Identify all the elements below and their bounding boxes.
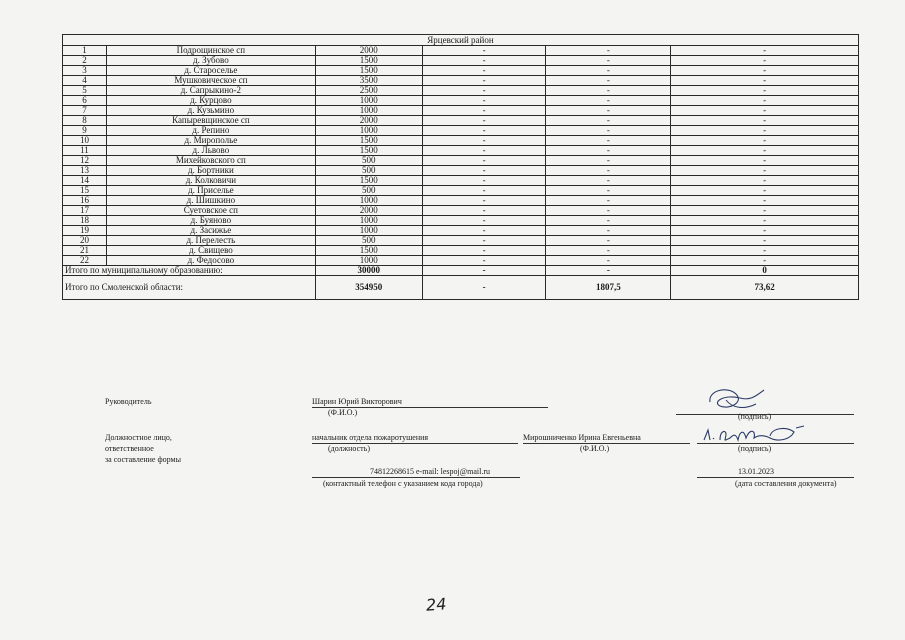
col-4-cell: - bbox=[422, 256, 546, 266]
col-5-cell: - bbox=[546, 236, 671, 246]
col-4-cell: - bbox=[422, 226, 546, 236]
settlement-name: д. Шишкино bbox=[106, 196, 315, 206]
total-col-6: 0 bbox=[671, 266, 859, 276]
settlement-name: д. Бортники bbox=[106, 166, 315, 176]
date-caption: (дата составления документа) bbox=[735, 479, 837, 488]
row-number: 19 bbox=[63, 226, 107, 236]
table-row bbox=[63, 196, 859, 206]
col-6-cell: - bbox=[671, 46, 859, 56]
settlement-name: д. Присельe bbox=[106, 186, 315, 196]
position-caption: (должность) bbox=[328, 444, 370, 453]
head-name: Шарин Юрий Викторович bbox=[312, 397, 402, 406]
row-number: 10 bbox=[63, 136, 107, 146]
row-number: 12 bbox=[63, 156, 107, 166]
value-cell: 1500 bbox=[315, 66, 422, 76]
col-4-cell: - bbox=[422, 166, 546, 176]
col-4-cell: - bbox=[422, 96, 546, 106]
value-cell: 500 bbox=[315, 186, 422, 196]
region-header-row bbox=[63, 35, 859, 46]
resp-label-2: ответственное bbox=[105, 444, 154, 453]
settlement-name: д. Курцово bbox=[106, 96, 315, 106]
settlement-name: д. Колковичи bbox=[106, 176, 315, 186]
resp-position: начальник отдела пожаротушения bbox=[312, 433, 429, 442]
value-cell: 1000 bbox=[315, 106, 422, 116]
settlement-name: д. Репино bbox=[106, 126, 315, 136]
total-col-4: - bbox=[422, 266, 546, 276]
row-number: 20 bbox=[63, 236, 107, 246]
col-6-cell: - bbox=[671, 226, 859, 236]
row-number: 7 bbox=[63, 106, 107, 116]
col-6-cell: - bbox=[671, 106, 859, 116]
value-cell: 2500 bbox=[315, 86, 422, 96]
row-number: 2 bbox=[63, 56, 107, 66]
col-6-cell: - bbox=[671, 66, 859, 76]
table-row bbox=[63, 216, 859, 226]
head-signature-caption: (подпись) bbox=[738, 412, 772, 421]
total-value: 354950 bbox=[315, 276, 422, 300]
date-line bbox=[697, 477, 854, 478]
table-row bbox=[63, 256, 859, 266]
col-6-cell: - bbox=[671, 216, 859, 226]
document-date: 13.01.2023 bbox=[738, 467, 774, 476]
col-5-cell: - bbox=[546, 206, 671, 216]
settlement-name: д. Засижье bbox=[106, 226, 315, 236]
col-5-cell: - bbox=[546, 156, 671, 166]
col-6-cell: - bbox=[671, 86, 859, 96]
value-cell: 1000 bbox=[315, 256, 422, 266]
table-row bbox=[63, 176, 859, 186]
total-col-6: 73,62 bbox=[671, 276, 859, 300]
col-6-cell: - bbox=[671, 196, 859, 206]
col-4-cell: - bbox=[422, 206, 546, 216]
settlement-name: д. Львово bbox=[106, 146, 315, 156]
col-5-cell: - bbox=[546, 126, 671, 136]
col-4-cell: - bbox=[422, 216, 546, 226]
table-row bbox=[63, 106, 859, 116]
col-4-cell: - bbox=[422, 176, 546, 186]
value-cell: 1000 bbox=[315, 226, 422, 236]
value-cell: 500 bbox=[315, 236, 422, 246]
row-number: 17 bbox=[63, 206, 107, 216]
col-6-cell: - bbox=[671, 256, 859, 266]
col-4-cell: - bbox=[422, 106, 546, 116]
col-5-cell: - bbox=[546, 116, 671, 126]
col-4-cell: - bbox=[422, 186, 546, 196]
row-number: 9 bbox=[63, 126, 107, 136]
table-row bbox=[63, 136, 859, 146]
col-5-cell: - bbox=[546, 256, 671, 266]
col-5-cell: - bbox=[546, 176, 671, 186]
settlement-name: д. Свищево bbox=[106, 246, 315, 256]
col-6-cell: - bbox=[671, 166, 859, 176]
table-row bbox=[63, 236, 859, 246]
table-row bbox=[63, 156, 859, 166]
head-fio-caption: (Ф.И.О.) bbox=[328, 408, 358, 417]
total-label: Итого по муниципальному образованию: bbox=[63, 266, 316, 276]
col-5-cell: - bbox=[546, 166, 671, 176]
row-number: 8 bbox=[63, 116, 107, 126]
table-row bbox=[63, 76, 859, 86]
settlement-name: д. Сапрыкино-2 bbox=[106, 86, 315, 96]
col-5-cell: - bbox=[546, 216, 671, 226]
value-cell: 1000 bbox=[315, 96, 422, 106]
settlement-name: д. Староселье bbox=[106, 66, 315, 76]
table-row bbox=[63, 96, 859, 106]
col-6-cell: - bbox=[671, 116, 859, 126]
value-cell: 1500 bbox=[315, 176, 422, 186]
head-label: Руководитель bbox=[105, 397, 152, 406]
value-cell: 2000 bbox=[315, 46, 422, 56]
resp-fio-caption: (Ф.И.О.) bbox=[580, 444, 610, 453]
table-row bbox=[63, 126, 859, 136]
col-4-cell: - bbox=[422, 76, 546, 86]
region-title: Ярцевский район bbox=[63, 35, 859, 46]
total-col-5: - bbox=[546, 266, 671, 276]
row-number: 22 bbox=[63, 256, 107, 266]
row-number: 15 bbox=[63, 186, 107, 196]
row-number: 21 bbox=[63, 246, 107, 256]
row-number: 3 bbox=[63, 66, 107, 76]
value-cell: 2000 bbox=[315, 206, 422, 216]
contacts-line bbox=[312, 477, 520, 478]
settlement-name: д. Кузьмино bbox=[106, 106, 315, 116]
total-municipal-row bbox=[63, 266, 859, 276]
value-cell: 3500 bbox=[315, 76, 422, 86]
col-4-cell: - bbox=[422, 146, 546, 156]
col-6-cell: - bbox=[671, 76, 859, 86]
col-5-cell: - bbox=[546, 226, 671, 236]
col-5-cell: - bbox=[546, 246, 671, 256]
settlement-name: Капыревщинское сп bbox=[106, 116, 315, 126]
total-label: Итого по Смоленской области: bbox=[63, 276, 316, 300]
col-6-cell: - bbox=[671, 176, 859, 186]
settlement-name: д. Зубово bbox=[106, 56, 315, 66]
row-number: 18 bbox=[63, 216, 107, 226]
col-5-cell: - bbox=[546, 196, 671, 206]
table-row bbox=[63, 86, 859, 96]
resp-label-1: Должностное лицо, bbox=[105, 433, 172, 442]
col-6-cell: - bbox=[671, 156, 859, 166]
value-cell: 500 bbox=[315, 166, 422, 176]
row-number: 11 bbox=[63, 146, 107, 156]
col-4-cell: - bbox=[422, 236, 546, 246]
total-col-4: - bbox=[422, 276, 546, 300]
table-row bbox=[63, 116, 859, 126]
settlement-name: д. Федосово bbox=[106, 256, 315, 266]
table-row bbox=[63, 186, 859, 196]
col-4-cell: - bbox=[422, 46, 546, 56]
resp-label-3: за составление формы bbox=[105, 455, 181, 464]
table-row bbox=[63, 246, 859, 256]
value-cell: 1500 bbox=[315, 246, 422, 256]
col-5-cell: - bbox=[546, 66, 671, 76]
col-5-cell: - bbox=[546, 136, 671, 146]
col-4-cell: - bbox=[422, 126, 546, 136]
resp-signature bbox=[700, 424, 810, 452]
settlement-name: Михейковского сп bbox=[106, 156, 315, 166]
col-4-cell: - bbox=[422, 56, 546, 66]
col-5-cell: - bbox=[546, 56, 671, 66]
value-cell: 1000 bbox=[315, 216, 422, 226]
value-cell: 1500 bbox=[315, 146, 422, 156]
col-4-cell: - bbox=[422, 136, 546, 146]
row-number: 16 bbox=[63, 196, 107, 206]
table-row bbox=[63, 46, 859, 56]
col-5-cell: - bbox=[546, 186, 671, 196]
col-6-cell: - bbox=[671, 186, 859, 196]
value-cell: 1500 bbox=[315, 56, 422, 66]
col-4-cell: - bbox=[422, 116, 546, 126]
page-number: 24 bbox=[425, 594, 447, 615]
col-5-cell: - bbox=[546, 106, 671, 116]
table-row bbox=[63, 226, 859, 236]
data-table bbox=[62, 34, 859, 300]
total-region-row bbox=[63, 276, 859, 300]
table-row bbox=[63, 56, 859, 66]
col-4-cell: - bbox=[422, 156, 546, 166]
total-col-5: 1807,5 bbox=[546, 276, 671, 300]
contacts: 74812268615 e-mail: lespoj@mail.ru bbox=[370, 467, 491, 476]
col-6-cell: - bbox=[671, 246, 859, 256]
total-value: 30000 bbox=[315, 266, 422, 276]
row-number: 6 bbox=[63, 96, 107, 106]
row-number: 4 bbox=[63, 76, 107, 86]
col-5-cell: - bbox=[546, 76, 671, 86]
head-signature bbox=[700, 384, 770, 414]
col-6-cell: - bbox=[671, 236, 859, 246]
settlement-name: Подрощинское сп bbox=[106, 46, 315, 56]
table-row bbox=[63, 206, 859, 216]
settlement-name: Суетовское сп bbox=[106, 206, 315, 216]
col-6-cell: - bbox=[671, 206, 859, 216]
value-cell: 1000 bbox=[315, 196, 422, 206]
row-number: 13 bbox=[63, 166, 107, 176]
settlement-name: д. Буяново bbox=[106, 216, 315, 226]
col-5-cell: - bbox=[546, 86, 671, 96]
value-cell: 1500 bbox=[315, 136, 422, 146]
col-4-cell: - bbox=[422, 86, 546, 96]
value-cell: 500 bbox=[315, 156, 422, 166]
col-6-cell: - bbox=[671, 96, 859, 106]
col-4-cell: - bbox=[422, 246, 546, 256]
col-6-cell: - bbox=[671, 146, 859, 156]
value-cell: 2000 bbox=[315, 116, 422, 126]
table-row bbox=[63, 146, 859, 156]
row-number: 1 bbox=[63, 46, 107, 56]
contacts-caption: (контактный телефон с указанием кода города) bbox=[323, 479, 483, 488]
col-4-cell: - bbox=[422, 66, 546, 76]
table-row bbox=[63, 66, 859, 76]
table-row bbox=[63, 166, 859, 176]
resp-name: Мирошниченко Ирина Евгеньевна bbox=[523, 433, 641, 442]
value-cell: 1000 bbox=[315, 126, 422, 136]
col-6-cell: - bbox=[671, 126, 859, 136]
settlement-name: д. Перелесть bbox=[106, 236, 315, 246]
col-5-cell: - bbox=[546, 96, 671, 106]
row-number: 14 bbox=[63, 176, 107, 186]
col-5-cell: - bbox=[546, 146, 671, 156]
settlement-name: д. Мирополье bbox=[106, 136, 315, 146]
resp-signature-caption: (подпись) bbox=[738, 444, 772, 453]
col-6-cell: - bbox=[671, 136, 859, 146]
row-number: 5 bbox=[63, 86, 107, 96]
col-6-cell: - bbox=[671, 56, 859, 66]
col-4-cell: - bbox=[422, 196, 546, 206]
col-5-cell: - bbox=[546, 46, 671, 56]
settlement-name: Мушковическое сп bbox=[106, 76, 315, 86]
